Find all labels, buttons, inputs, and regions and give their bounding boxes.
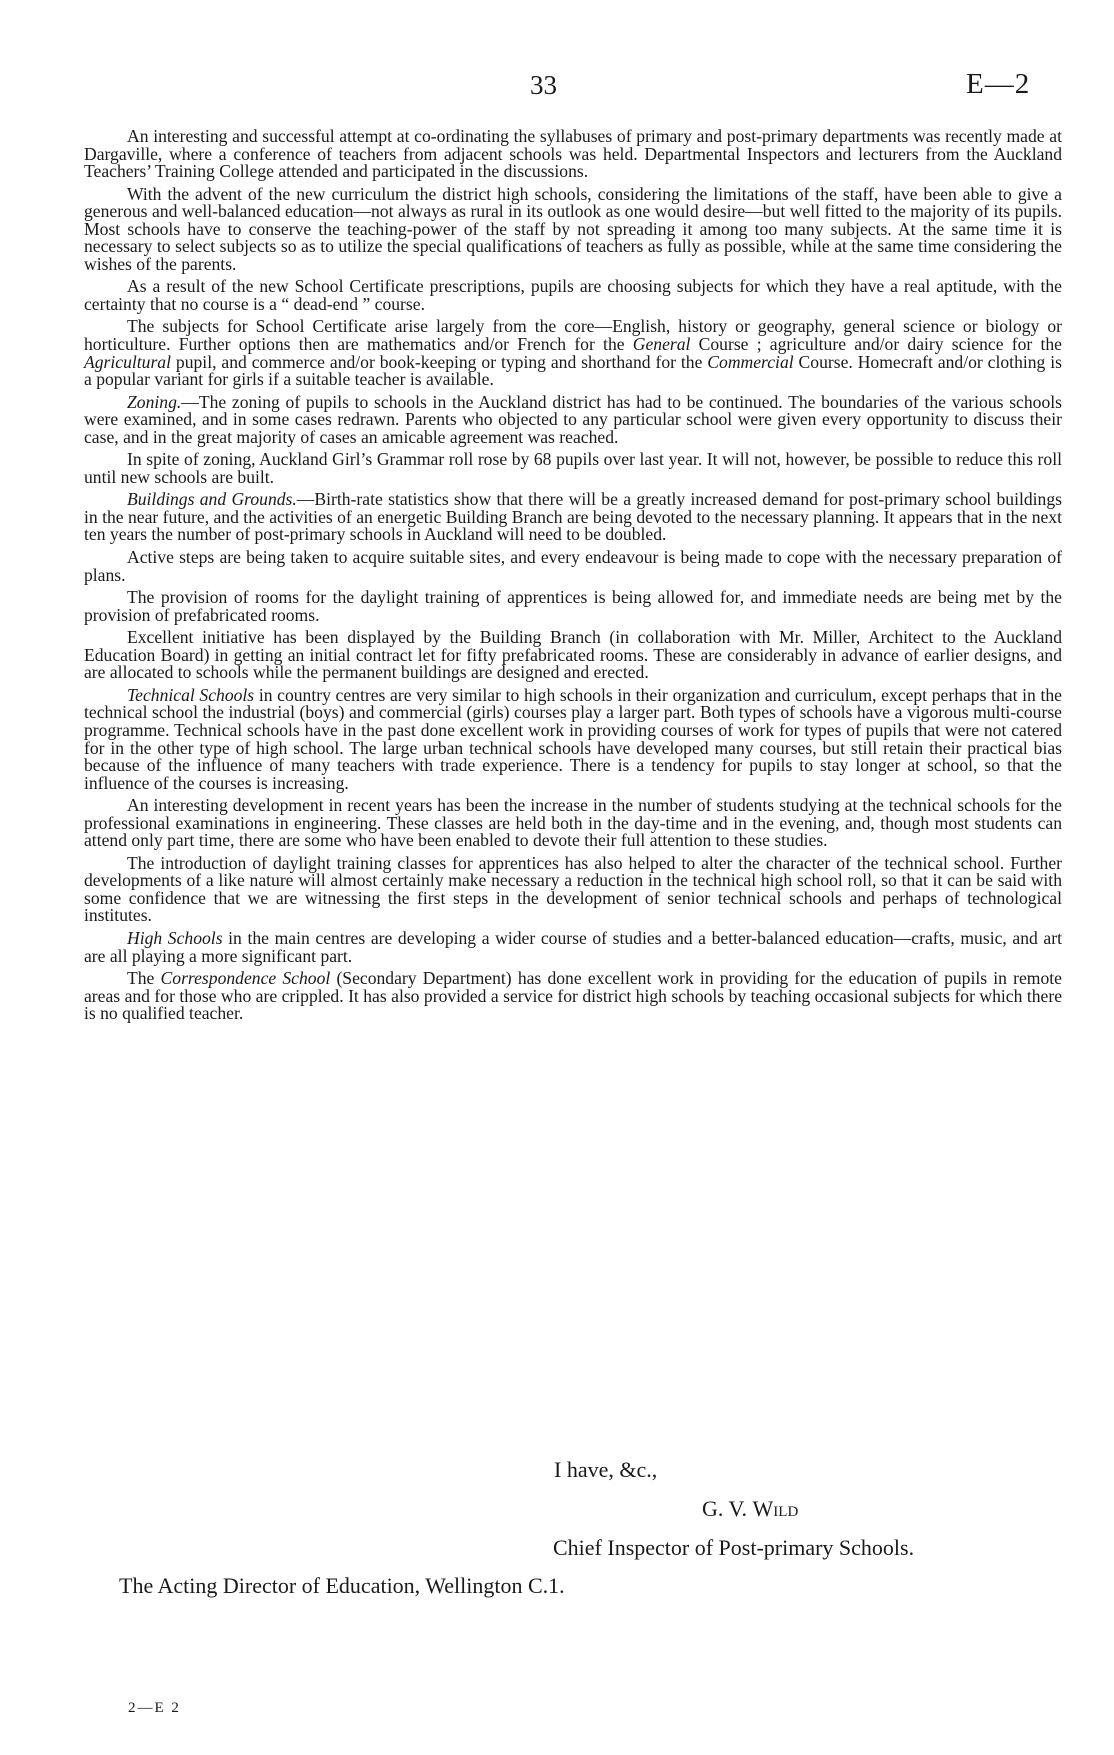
signatory-position: Chief Inspector of Post-primary Schools.: [553, 1535, 915, 1560]
section-heading-correspondence-school: Correspondence School: [160, 968, 331, 989]
paragraph-district-high-schools: With the advent of the new curriculum the district high schools, considering the limitations of the staff, have been able to give a generous and well-balanced education—not always as rural in its outlook as one would desire—but well fitted to the majority of its pupils. Most schools have to conserve the teaching-power of the staff by not spreading it among too many subjects. At the same time it is necessary to select subjects so as to utilize the special qualifications of teachers as fully as possible, while at the same time considering the wishes of the parents.: [84, 183, 1062, 274]
course-name-general: General: [632, 334, 691, 355]
paragraph-syllabus-coordination: An interesting and successful attempt at co-ordinating the syllabuses of primary and post-primary departments was recently made at Dargaville, where a conference of teachers from adjacent schools was held. Departmental Inspectors and lecturers from the Auckland Teachers’ Training College attended and participated in the discussions.: [84, 126, 1062, 182]
paragraph-high-schools: [84, 927, 1062, 966]
paragraph-text: The: [127, 968, 161, 989]
signatory-initials: G. V.: [702, 1496, 753, 1521]
paragraph-grammar-roll: In spite of zoning, Auckland Girl’s Grammar roll rose by 68 pupils over last year. It will not, however, be possible to reduce this roll until new schools are built.: [84, 449, 1062, 487]
paragraph-text: The subjects for School Certificate arise largely from the core—English, history or geography, general science or biology or horticulture. Further options then are mathematics and/or French for the: [84, 316, 1062, 355]
document-code: E—2: [966, 68, 1031, 100]
paragraph-buildings: [84, 491, 1062, 544]
section-heading-buildings: Buildings and Grounds.: [127, 489, 297, 510]
paragraph-certificate-subjects: [84, 318, 1062, 388]
paragraph-text: Course ; agriculture and/or dairy science for the: [690, 334, 1062, 355]
page-header: [0, 64, 1114, 104]
paragraph-text: in country centres are very similar to high schools in their organization and curriculum, except perhaps that in the technical school the industrial (boys) and commercial (girls) courses play a larger part. Both types of schools have a vigorous multi-course programme. Technical schools have in the past done excellent work in providing courses of work for types of pupils that were not catered for in the other type of high school. The large urban technical schools have developed many courses, but still retain their practical bias because of the influence of many teachers with trade experience. There is a tendency for pupils to stay longer at school, so that the influence of the courses is increasing.: [84, 684, 1062, 793]
signatory-name: [702, 1496, 798, 1522]
paragraph-text: —The zoning of pupils to schools in the Auckland district has had to be continued. The boundaries of the various schools were examined, and in some cases redrawn. Parents who objected to any particular school were given every opportunity to discuss their case, and in the great majority of cases an amicable agreement was reached.: [84, 391, 1062, 447]
paragraph-school-certificate: As a result of the new School Certificate prescriptions, pupils are choosing subjects for which they have a real aptitude, with the certainty that no course is a “ dead-end ” course.: [84, 276, 1062, 314]
course-name-agricultural: Agricultural: [84, 351, 171, 372]
paragraph-text: Course. Homecraft and/or clothing is a popular variant for girls if a suitable teacher is available.: [84, 351, 1062, 390]
paragraph-sites: Active steps are being taken to acquire suitable sites, and every endeavour is being made to cope with the necessary preparation of plans.: [84, 547, 1062, 585]
signatory-surname: Wild: [752, 1496, 799, 1521]
footer-code: 2—E 2: [128, 1700, 181, 1716]
paragraph-text: —Birth-rate statistics show that there will be a greatly increased demand for post-primary school buildings in the near future, and the activities of an energetic Building Branch are being devoted to the necessary planning. It appears that in the next ten years the number of post-primary schools in Auckland will need to be doubled.: [84, 489, 1062, 545]
closing-salutation: I have, &c.,: [554, 1457, 658, 1482]
paragraph-text: in the main centres are developing a wider course of studies and a better-balanced education—crafts, music, and art are all playing a more significant part.: [84, 927, 1062, 966]
paragraph-zoning: [84, 391, 1062, 447]
paragraph-text: pupil, and commerce and/or book-keeping or typing and shorthand for the: [171, 351, 708, 372]
paragraph-apprentice-rooms: The provision of rooms for the daylight training of apprentices is being allowed for, and immediate needs are being met by the provision of prefabricated rooms.: [84, 587, 1062, 625]
paragraph-technical-schools: [84, 684, 1062, 793]
course-name-commercial: Commercial: [707, 351, 794, 372]
addressee: The Acting Director of Education, Wellington C.1.: [119, 1573, 565, 1598]
page-number: 33: [530, 70, 557, 100]
paragraph-correspondence-school: [84, 970, 1062, 1023]
report-body: [84, 128, 1062, 1028]
paragraph-text: (Secondary Department) has done excellent work in providing for the education of pupils in remote areas and for those who are crippled. It has also provided a service for district high schools by teaching occasional subjects for which there is no qualified teacher.: [84, 968, 1062, 1024]
section-heading-technical-schools: Technical Schools: [127, 684, 255, 705]
paragraph-prefabricated-rooms: Excellent initiative has been displayed by the Building Branch (in collaboration with Mr. Miller, Architect to the Auckland Education Board) in getting an initial contract let for fifty prefabricated rooms. These are considerably in advance of earlier designs, and are allocated to schools while the permanent buildings are designed and erected.: [84, 627, 1062, 683]
section-heading-zoning: Zoning.: [127, 391, 182, 412]
paragraph-engineering-students: An interesting development in recent years has been the increase in the number of students studying at the technical schools for the professional examinations in engineering. These classes are held both in the day-time and in the evening, and, though most students can attend only part time, there are some who have been enabled to devote their full attention to these studies.: [84, 795, 1062, 851]
paragraph-daylight-training: The introduction of daylight training classes for apprentices has also helped to alter the character of the technical school. Further developments of a like nature will almost certainly make necessary a reduction in the technical high school roll, so that it can be said with some confidence that we are witnessing the first steps in the development of senior technical schools and perhaps of technological institutes.: [84, 852, 1062, 926]
section-heading-high-schools: High Schools: [127, 927, 223, 948]
